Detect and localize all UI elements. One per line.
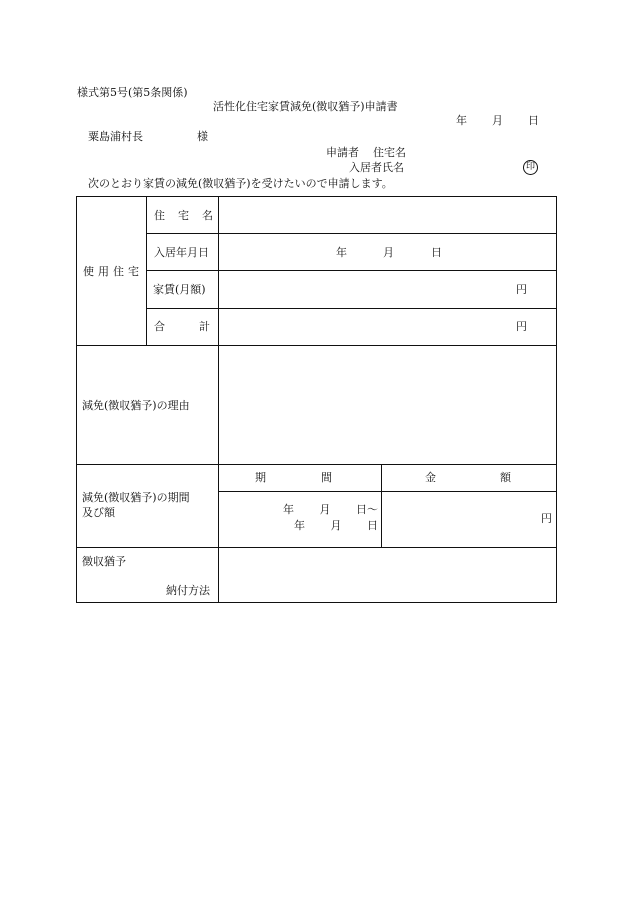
form-number: 様式第5号(第5条関係) [77,86,188,99]
total-label: 合計 [154,320,244,333]
application-statement: 次のとおり家賃の減免(徴収猶予)を受けたいので申請します。 [88,177,393,190]
move-in-day-label: 日 [431,246,442,259]
housing-name-field[interactable] [222,202,555,230]
seal-mark: 印 [523,160,538,175]
amount-unit: 円 [541,512,552,525]
reason-field[interactable] [222,350,555,460]
addressee: 粟島浦村長 [88,130,143,143]
divider [76,547,557,548]
payment-method-label: 納付方法 [166,584,210,597]
housing-name-label: 住宅名 [154,209,226,222]
amount-header: 金額 [425,471,575,484]
date-month-label: 月 [492,114,503,127]
divider [218,196,219,603]
divider [218,491,557,492]
divider [146,270,557,271]
divider [76,464,557,465]
period-amount-label-1: 減免(徴収猶予)の期間 [82,491,190,504]
divider [146,233,557,234]
total-unit: 円 [516,320,527,333]
payment-method-field[interactable] [222,552,555,600]
divider [146,308,557,309]
document-title: 活性化住宅家賃減免(徴収猶予)申請書 [213,100,398,113]
period-from: 年 月 日〜 [283,503,378,516]
section-label-housing: 使用住宅 [83,265,143,278]
resident-name-label: 入居者氏名 [349,161,404,174]
rent-label: 家賃(月額) [153,283,206,296]
divider [76,345,557,346]
reason-label: 減免(徴収猶予)の理由 [82,399,190,412]
honorific: 様 [197,130,208,143]
period-amount-label-2: 及び額 [82,506,115,519]
period-to: 年 月 日 [294,519,378,532]
applicant-label: 申請者 [326,146,359,159]
address-label: 住宅名 [373,146,406,159]
move-in-month-label: 月 [383,246,394,259]
move-in-date-label: 入居年月日 [154,246,209,259]
rent-unit: 円 [516,283,527,296]
period-header: 期間 [255,471,387,484]
date-day-label: 日 [528,114,539,127]
date-year-label: 年 [456,114,467,127]
deferral-label: 徴収猶予 [82,555,126,568]
move-in-year-label: 年 [336,246,347,259]
